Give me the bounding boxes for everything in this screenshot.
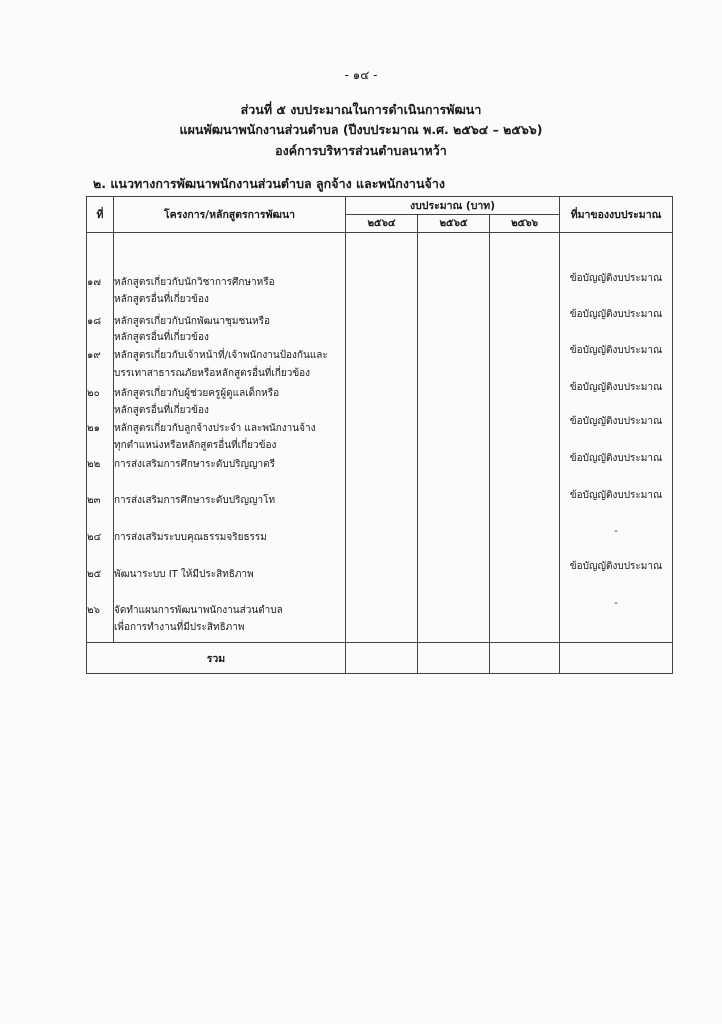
source-column	[560, 233, 673, 643]
total-2566	[490, 643, 560, 674]
budget-2564-column	[346, 233, 418, 643]
page-number: - ๑๔ -	[344, 68, 378, 82]
project-name: หลักสูตรอื่นที่เกี่ยวข้อง	[114, 332, 209, 343]
budget-2565-column	[418, 233, 490, 643]
budget-source: ข้อบัญญัติงบประมาณ	[569, 561, 663, 572]
row-number: ๒๖	[87, 605, 100, 616]
project-name: หลักสูตรเกี่ยวกับผู้ช่วยครูผู้ดูแลเด็กหรือ	[114, 388, 280, 399]
project-name: หลักสูตรเกี่ยวกับเจ้าหน้าที่/เจ้าพนักงานป้องกันและ	[114, 350, 328, 361]
project-name: การส่งเสริมการศึกษาระดับปริญญาตรี	[114, 459, 275, 470]
section-title: ส่วนที่ ๕ งบประมาณในการดำเนินการพัฒนา	[240, 102, 482, 117]
budget-source: -	[614, 526, 618, 537]
header-year-2565: ๒๕๖๕	[418, 215, 490, 233]
total-source	[560, 643, 673, 674]
project-name: การส่งเสริมระบบคุณธรรมจริยธรรม	[114, 532, 267, 543]
project-column	[114, 233, 346, 643]
total-2564	[346, 643, 418, 674]
row-number: ๒๓	[87, 495, 101, 506]
project-name: หลักสูตรเกี่ยวกับนักวิชาการศึกษาหรือ	[114, 277, 275, 288]
section-heading: ๒. แนวทางการพัฒนาพนักงานส่วนตำบล ลูกจ้าง และพนักงานจ้าง	[93, 176, 445, 191]
budget-source: ข้อบัญญัติงบประมาณ	[569, 453, 663, 464]
project-name: จัดทำแผนการพัฒนาพนักงานส่วนตำบล	[114, 605, 283, 616]
budget-source: ข้อบัญญัติงบประมาณ	[569, 490, 663, 501]
row-number: ๑๙	[87, 350, 101, 361]
project-name: หลักสูตรเกี่ยวกับลูกจ้างประจำ และพนักงานจ้าง	[114, 423, 316, 434]
total-2565	[418, 643, 490, 674]
budget-2566-column	[490, 233, 560, 643]
row-number: ๒๒	[87, 459, 101, 470]
project-name: หลักสูตรเกี่ยวกับนักพัฒนาชุมชนหรือ	[114, 316, 271, 327]
budget-source: -	[614, 598, 618, 609]
row-number: ๑๗	[87, 277, 101, 288]
header-no: ที่	[87, 197, 114, 233]
project-name: ทุกตำแหน่งหรือหลักสูตรอื่นที่เกี่ยวข้อง	[114, 440, 277, 451]
row-number: ๑๘	[87, 316, 102, 327]
budget-table	[86, 196, 673, 674]
budget-source: ข้อบัญญัติงบประมาณ	[569, 416, 663, 427]
project-name: พัฒนาระบบ IT ให้มีประสิทธิภาพ	[114, 569, 254, 580]
row-number: ๒๔	[87, 532, 102, 543]
row-number: ๒๑	[87, 423, 100, 434]
header-budget: งบประมาณ (บาท)	[346, 197, 560, 215]
budget-source: ข้อบัญญัติงบประมาณ	[569, 273, 663, 284]
project-name: บรรเทาสาธารณภัยหรือหลักสูตรอื่นที่เกี่ยวข้อง	[114, 368, 311, 379]
project-name: หลักสูตรอื่นที่เกี่ยวข้อง	[114, 294, 209, 305]
project-name: การส่งเสริมการศึกษาระดับปริญญาโท	[114, 495, 276, 506]
budget-source: ข้อบัญญัติงบประมาณ	[569, 309, 663, 320]
total-label: รวม	[87, 643, 346, 674]
row-number: ๒๕	[87, 569, 102, 580]
header-source: ที่มาของงบประมาณ	[560, 197, 673, 233]
row-number: ๒๐	[87, 388, 100, 399]
budget-source: ข้อบัญญัติงบประมาณ	[569, 382, 663, 393]
no-column	[87, 233, 114, 643]
table-body-row	[87, 233, 673, 643]
header-project: โครงการ/หลักสูตรการพัฒนา	[114, 197, 346, 233]
total-row	[87, 643, 673, 674]
project-name: เพื่อการทำงานที่มีประสิทธิภาพ	[114, 622, 245, 633]
budget-source: ข้อบัญญัติงบประมาณ	[569, 345, 663, 356]
header-row	[87, 197, 673, 215]
organization-title: องค์การบริหารส่วนตำบลนาหว้า	[275, 143, 447, 158]
header-year-2564: ๒๕๖๔	[346, 215, 418, 233]
header-year-2566: ๒๕๖๖	[490, 215, 560, 233]
project-name: หลักสูตรอื่นที่เกี่ยวข้อง	[114, 405, 209, 416]
plan-title: แผนพัฒนาพนักงานส่วนตำบล (ปีงบประมาณ พ.ศ. ๒๕๖๔ – ๒๕๖๖)	[179, 122, 543, 137]
